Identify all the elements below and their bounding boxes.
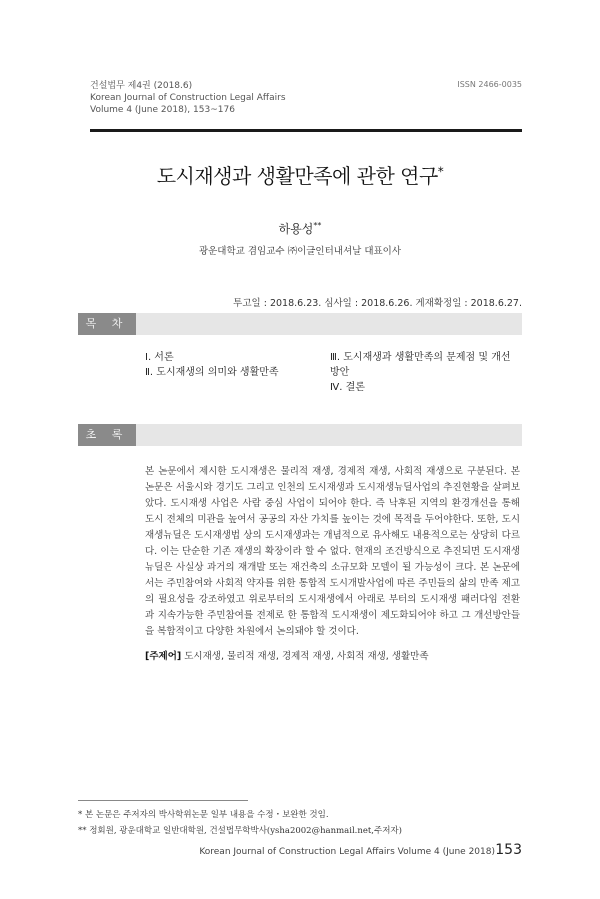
footnote: ** 정회원, 광운대학교 일반대학원, 건설법무학박사(ysha2002@hanmail.net,주저자) — [78, 826, 402, 836]
toc-label: 목 차 — [78, 313, 136, 335]
submission-dates: 투고일 : 2018.6.23. 심사일 : 2018.6.26. 게재확정일 : 2018.6.27. — [233, 298, 522, 309]
toc-left-column — [145, 350, 279, 380]
journal-volume-korean: 건설법무 제4권 (2018.6) — [90, 81, 193, 91]
toc-item: Ⅰ. 서론 — [145, 352, 174, 363]
page-number: 153 — [495, 842, 522, 858]
abstract-text: 본 논문에서 제시한 도시재생은 물리적 재생, 경제적 재생, 사회적 재생으로 구분된다. 본 논문은 서울시와 경기도 그리고 인천의 도시재생과 도시재생뉴딜사업의 추진현황을 살펴보았다. 도시재생 사업은 사람 중심 사업이 되어야 한다. 즉 낙후된 지역의 환경개선을 통해 도시 전체의 미관을 높여서 공공의 자산 가치를 높이는 것에 목적을 두어야한다. 또한, 도시재생뉴딜은 도시재생법 상의 도시재생과는 개념적으로 유사해도 내용적으로는 상당히 다르다. 이는 단순한 기존 재생의 확장이라 할 수 없다. 현재의 조건방식으로 추진되면 도시재생뉴딜은 사실상 과거의 재개발 또는 재건축의 소규모화 모델이 될 가능성이 크다. 본 논문에서는 주민참여와 사회적 약자를 위한 통합적 도시개발사업에 따른 주민들의 삶의 만족 제고의 필요성을 강조하였고 위로부터의 도시재생에서 아래로 부터의 도시재생 패러다임 전환과 지속가능한 주민참여를 전제로 한 통합적 도시재생이 제도화되어야 하고 그 개선방안들을 복합적이고 다양한 차원에서 논의돼야 할 것이다. — [145, 466, 520, 637]
toc-section-band — [78, 313, 522, 335]
keywords-list: 도시재생, 물리적 재생, 경제적 재생, 사회적 재생, 생활만족 — [184, 651, 429, 662]
journal-header — [90, 80, 286, 116]
title-footnote-mark: * — [437, 164, 444, 179]
paper-title — [0, 160, 600, 189]
toc-item: Ⅳ. 결론 — [330, 382, 365, 393]
toc-item: Ⅲ. 도시재생과 생활만족의 문제점 및 개선방안 — [330, 352, 511, 378]
paper-title-text: 도시재생과 생활만족에 관한 연구 — [156, 164, 438, 188]
keywords-label: [주제어] — [145, 651, 182, 662]
footnote-divider — [78, 800, 248, 801]
keywords — [145, 648, 520, 662]
journal-name-english: Korean Journal of Construction Legal Affairs — [90, 93, 286, 103]
journal-volume-english: Volume 4 (June 2018), 153~176 — [90, 105, 235, 115]
issn: ISSN 2466-0035 — [457, 80, 522, 89]
header-divider — [90, 129, 522, 132]
abstract-label: 초 록 — [78, 424, 136, 446]
abstract-section-band — [78, 424, 522, 446]
toc-item: Ⅱ. 도시재생의 의미와 생활만족 — [145, 367, 279, 378]
author-name: 하용성 — [278, 222, 314, 236]
page-footer-journal: Korean Journal of Construction Legal Affairs Volume 4 (June 2018) — [199, 847, 495, 857]
author-footnote-mark: ** — [313, 221, 322, 230]
toc-right-column — [330, 350, 520, 395]
author-affiliation: 광운대학교 겸임교수 ㈜이글인터내셔날 대표이사 — [198, 246, 402, 257]
author — [0, 220, 600, 237]
footnote: * 본 논문은 주저자의 박사학위논문 일부 내용을 수정・보완한 것임. — [78, 810, 329, 820]
